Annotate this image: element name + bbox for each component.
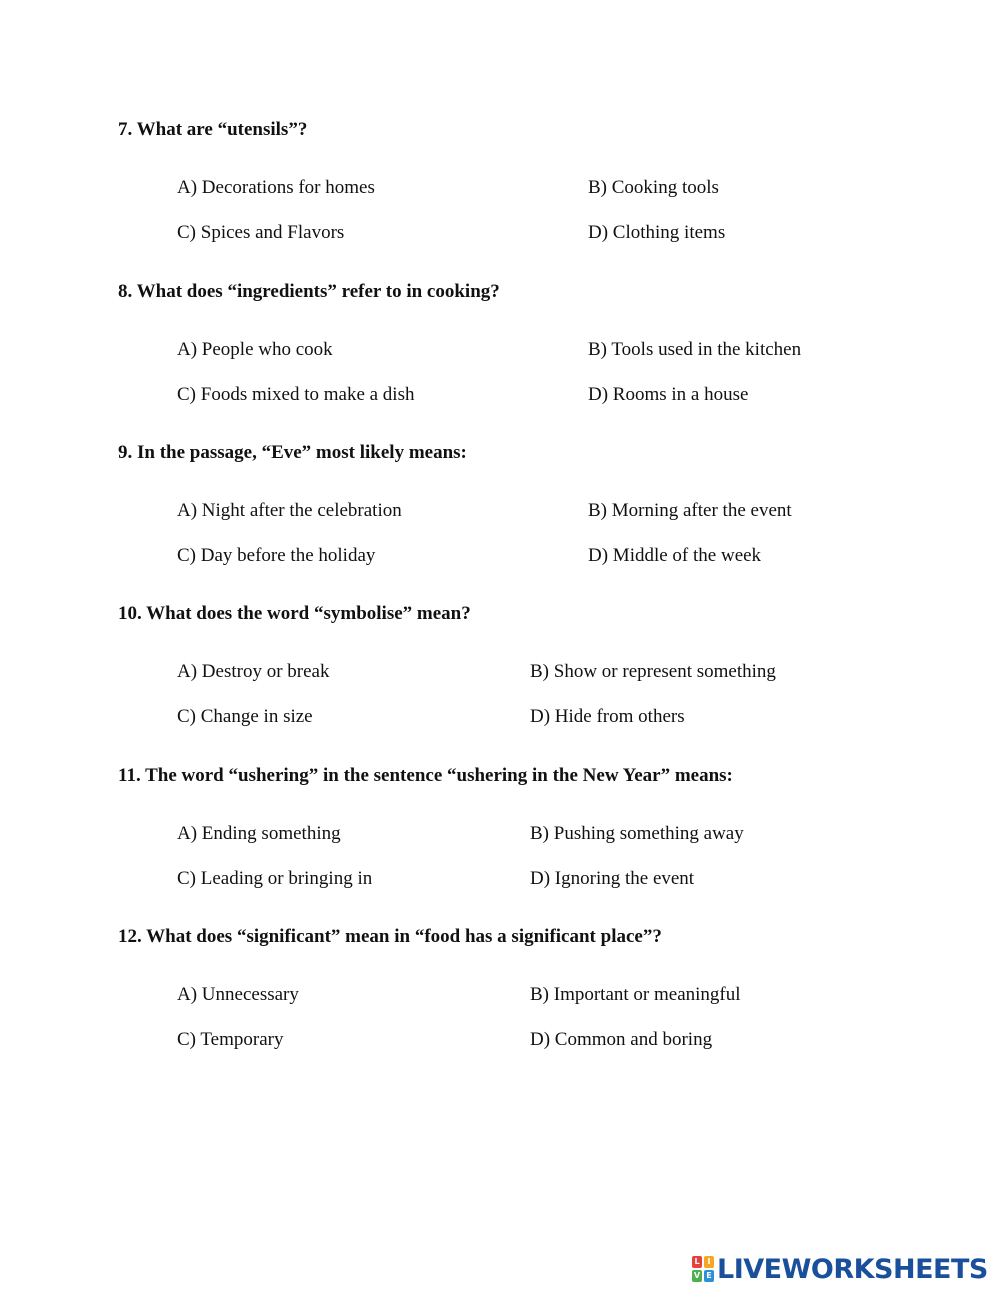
logo-mark-tile-e: E bbox=[704, 1270, 714, 1282]
question-9-option-c[interactable]: C) Day before the holiday bbox=[177, 545, 376, 566]
question-11-option-c[interactable]: C) Leading or bringing in bbox=[177, 868, 373, 889]
question-12-option-a[interactable]: A) Unnecessary bbox=[177, 984, 299, 1005]
question-9-option-b[interactable]: B) Morning after the event bbox=[588, 500, 792, 521]
question-10-option-d[interactable]: D) Hide from others bbox=[530, 706, 685, 727]
liveworksheets-logo bbox=[692, 1252, 988, 1286]
logo-mark-tile-i: I bbox=[704, 1256, 714, 1268]
question-7-option-a[interactable]: A) Decorations for homes bbox=[177, 177, 375, 198]
question-10-option-a[interactable]: A) Destroy or break bbox=[177, 661, 330, 682]
question-12-option-c[interactable]: C) Temporary bbox=[177, 1029, 284, 1050]
question-12-option-b[interactable]: B) Important or meaningful bbox=[530, 984, 741, 1005]
question-9-prompt: 9. In the passage, “Eve” most likely means: bbox=[118, 442, 467, 463]
question-7-option-d[interactable]: D) Clothing items bbox=[588, 222, 726, 243]
question-11-option-a[interactable]: A) Ending something bbox=[177, 823, 341, 844]
logo-mark-tile-v: V bbox=[693, 1271, 701, 1280]
question-8-option-b[interactable]: B) Tools used in the kitchen bbox=[588, 339, 802, 360]
question-11-option-d[interactable]: D) Ignoring the event bbox=[530, 868, 695, 889]
question-9-option-a[interactable]: A) Night after the celebration bbox=[177, 500, 402, 521]
question-7-option-b[interactable]: B) Cooking tools bbox=[588, 177, 719, 198]
question-7-option-c[interactable]: C) Spices and Flavors bbox=[177, 222, 345, 243]
question-8-option-c[interactable]: C) Foods mixed to make a dish bbox=[177, 384, 415, 405]
question-11-option-b[interactable]: B) Pushing something away bbox=[530, 823, 744, 844]
question-8-option-a[interactable]: A) People who cook bbox=[177, 339, 333, 360]
question-10-option-b[interactable]: B) Show or represent something bbox=[530, 661, 776, 682]
question-8-option-d[interactable]: D) Rooms in a house bbox=[588, 384, 749, 405]
question-12-option-d[interactable]: D) Common and boring bbox=[530, 1029, 713, 1050]
question-9-option-d[interactable]: D) Middle of the week bbox=[588, 545, 762, 566]
liveworksheets-logo-icon bbox=[692, 1256, 714, 1282]
question-10-option-c[interactable]: C) Change in size bbox=[177, 706, 313, 727]
question-11-prompt: 11. The word “ushering” in the sentence “ushering in the New Year” means: bbox=[118, 765, 733, 786]
logo-mark-tile-l: L bbox=[692, 1256, 702, 1268]
question-12-prompt: 12. What does “significant” mean in “food has a significant place”? bbox=[118, 926, 662, 947]
liveworksheets-logo-text: LIVEWORKSHEETS bbox=[717, 1253, 988, 1285]
question-7-prompt: 7. What are “utensils”? bbox=[118, 119, 308, 140]
question-10-prompt: 10. What does the word “symbolise” mean? bbox=[118, 603, 471, 624]
question-8-prompt: 8. What does “ingredients” refer to in cooking? bbox=[118, 281, 500, 302]
